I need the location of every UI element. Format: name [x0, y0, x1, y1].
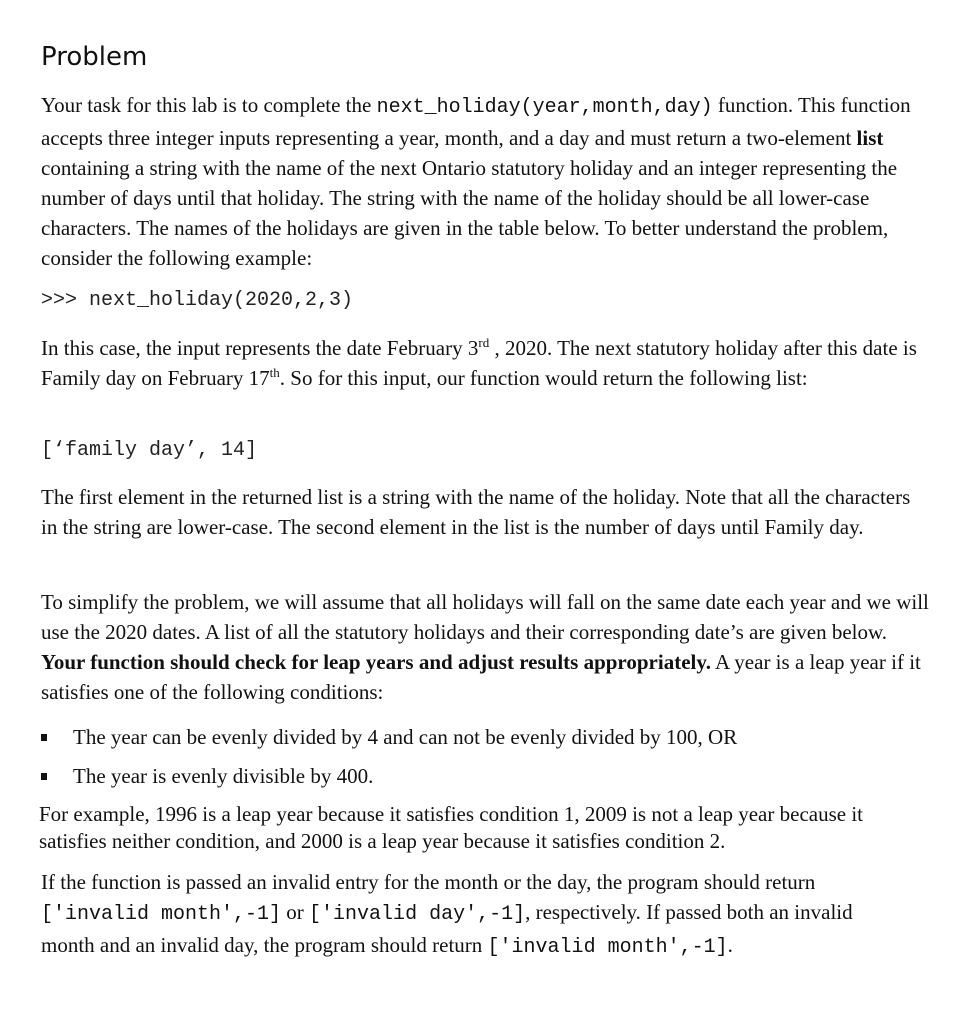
text-span: , 2020. The next statutory holiday after this date is Family day on February 17: [41, 336, 917, 390]
bullet-square-icon: [41, 734, 47, 741]
text-span: containing a string with the name of the next Ontario statutory holiday and an integer representing the number of days until that holiday. The string with the name of the holiday should be all lower-case characters. The names of the holidays are given in the table below. To better understand the problem, consider the following example:: [41, 156, 898, 270]
invalid-input-paragraph: [41, 867, 901, 963]
text-span: or: [281, 900, 310, 924]
text-span: If the function is passed an invalid entry for the month or the day, the program should return: [41, 870, 816, 894]
example-call-code: >>> next_holiday(2020,2,3): [41, 289, 354, 312]
example-explanation-paragraph: [41, 333, 931, 393]
list-item-text: The year can be evenly divided by 4 and can not be evenly divided by 100, OR: [73, 725, 738, 749]
invalid-month-code: ['invalid month',-1]: [41, 903, 282, 926]
superscript: th: [269, 365, 280, 380]
function-signature-code: next_holiday(year,month,day): [376, 96, 713, 119]
page-title: Problem: [41, 42, 148, 72]
bold-text: list: [856, 126, 884, 150]
text-span: function. This function accepts three integer inputs representing a year, month, and a day and must return a two-element: [41, 93, 911, 150]
text-span: A year is a leap year if it satisfies one of the following conditions:: [41, 650, 921, 704]
return-explanation-paragraph: The first element in the returned list is a string with the name of the holiday. Note that all the characters in the string are lower-case. The second element in the list is the number of days until Family day.: [41, 485, 911, 539]
text-span: , respectively. If passed both an invalid month and an invalid day, the program should return: [41, 900, 853, 957]
example-return-code: [‘family day’, 14]: [41, 439, 258, 462]
text-span: To simplify the problem, we will assume that all holidays will fall on the same date each year and we will use the 2020 dates. A list of all the statutory holidays and their corresponding date’s are given below.: [41, 590, 929, 644]
text-span: In this case, the input represents the date February 3: [41, 336, 479, 360]
invalid-day-code: ['invalid day',-1]: [309, 903, 526, 926]
invalid-month-code: ['invalid month',-1]: [487, 936, 728, 959]
leap-year-paragraph: [41, 587, 931, 707]
task-paragraph: [41, 90, 931, 273]
text-span: . So for this input, our function would return the following list:: [279, 366, 808, 390]
bold-text: Your function should check for leap years and adjust results appropriately.: [41, 650, 711, 674]
leap-year-example-paragraph: For example, 1996 is a leap year because it satisfies condition 1, 2009 is not a leap year because it satisfies neither condition, and 2000 is a leap year because it satisfies condition 2.: [39, 802, 863, 853]
list-item-text: The year is evenly divisible by 400.: [73, 764, 374, 788]
superscript: rd: [478, 335, 490, 350]
text-span: .: [727, 933, 733, 957]
bullet-square-icon: [41, 773, 47, 780]
text-span: Your task for this lab is to complete the: [41, 93, 377, 117]
